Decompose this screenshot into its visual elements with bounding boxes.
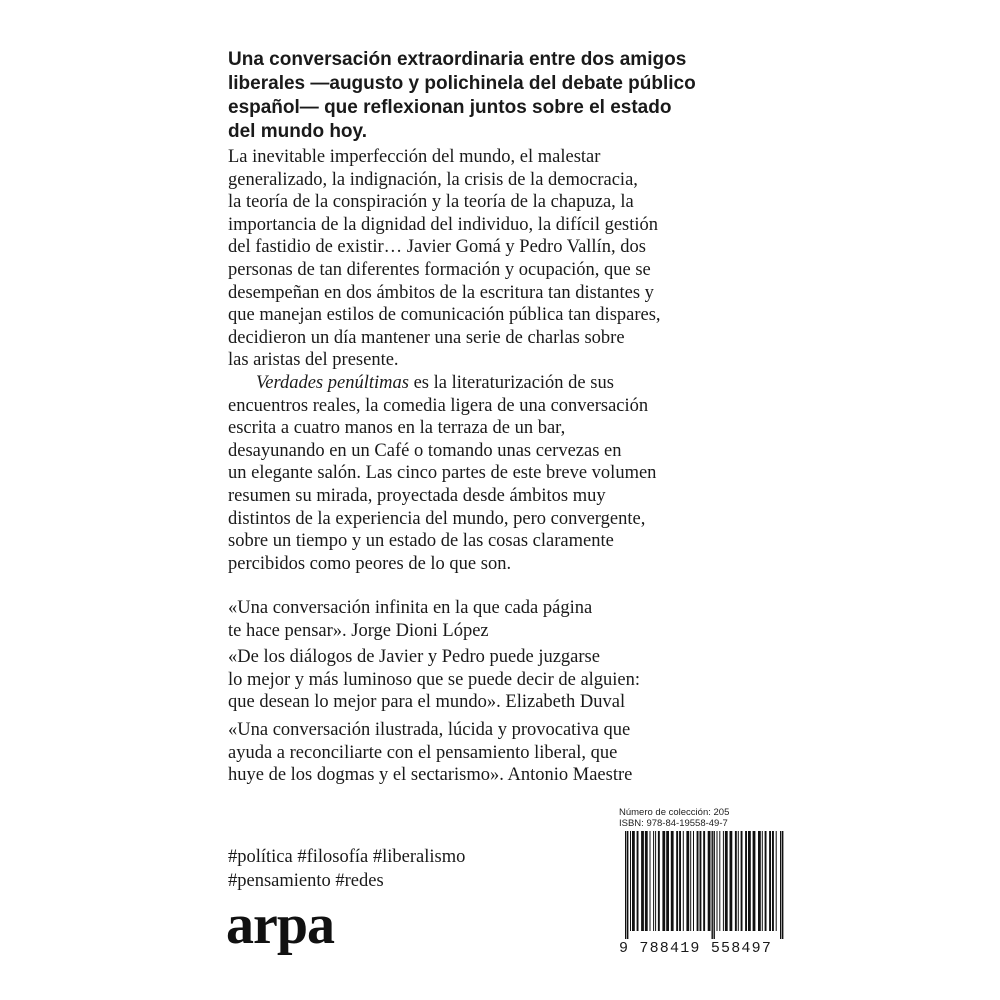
synopsis-line: la teoría de la conspiración y la teoría de la chapuza, la: [228, 192, 634, 213]
barcode-digits: 9 788419 558497: [619, 940, 773, 957]
intro-blurb: [228, 48, 748, 144]
barcode-bar: [780, 831, 781, 939]
barcode-bar: [741, 831, 743, 931]
barcode-bar: [735, 831, 737, 931]
barcode-bar: [776, 831, 777, 931]
barcode-bar: [712, 831, 713, 939]
barcode-bar: [666, 831, 669, 931]
barcode-bar: [662, 831, 665, 931]
barcode-bar: [723, 831, 724, 931]
barcode-bar: [697, 831, 699, 931]
isbn-text: ISBN: 978-84-19558-49-7: [619, 818, 728, 829]
synopsis-line: importancia de la dignidad del individuo, la difícil gestión: [228, 214, 659, 235]
intro-line: Una conversación extraordinaria entre dos amigos: [228, 49, 687, 70]
hashtag-line: #pensamiento #redes: [228, 871, 384, 891]
barcode-bar: [725, 831, 728, 931]
barcode-bar: [762, 831, 763, 931]
barcode-bar: [714, 831, 715, 939]
synopsis-line: distintos de la experiencia del mundo, pero convergente,: [228, 508, 646, 529]
synopsis-line: sobre un tiempo y un estado de las cosas claramente: [228, 531, 614, 552]
collection-number: Número de colección: 205: [619, 807, 730, 818]
barcode-bar: [765, 831, 767, 931]
review-quote: [228, 719, 788, 787]
quote-line: «Una conversación ilustrada, lúcida y provocativa que: [228, 720, 631, 740]
barcode-bar: [625, 831, 626, 939]
barcode-bar: [758, 831, 761, 931]
barcode-bar: [671, 831, 674, 931]
hashtag-line: #política #filosofía #liberalismo: [228, 847, 466, 867]
barcode-icon: [619, 831, 789, 939]
barcode-bar: [730, 831, 733, 931]
quote-line: «De los diálogos de Javier y Pedro puede juzgarse: [228, 647, 600, 667]
synopsis-line: La inevitable imperfección del mundo, el malestar: [228, 147, 601, 167]
barcode-bar: [650, 831, 651, 931]
barcode-bar: [637, 831, 639, 931]
synopsis-line: que manejan estilos de comunicación pública tan dispares,: [228, 305, 661, 326]
synopsis-line-rest: es la literaturización de sus: [408, 372, 614, 393]
synopsis-line: escrita a cuatro manos en la terraza de un bar,: [228, 418, 566, 439]
barcode-bar: [753, 831, 756, 931]
barcode-bar: [738, 831, 739, 931]
barcode-bar: [717, 831, 718, 931]
barcode-bar: [700, 831, 702, 931]
barcode-bar: [655, 831, 656, 931]
synopsis-line: del fastidio de existir… Javier Gomá y Pedro Vallín, dos: [228, 237, 646, 258]
barcode-panel: [619, 807, 789, 957]
synopsis-line: las aristas del presente.: [228, 350, 399, 371]
barcode-bar: [745, 831, 747, 931]
quote-line: huye de los dogmas y el sectarismo». Antonio Maestre: [228, 765, 633, 786]
intro-line: liberales —augusto y polichinela del debate público: [228, 73, 696, 94]
barcode-bar: [632, 831, 635, 931]
barcode-bar: [630, 831, 631, 931]
book-title: Verdades penúltimas: [256, 372, 409, 393]
barcode-bar: [676, 831, 678, 931]
synopsis-line: desayunando en un Café o tomando unas cervezas en: [228, 440, 622, 461]
barcode-bar: [679, 831, 681, 931]
barcode-bar: [782, 831, 783, 939]
barcode-bar: [641, 831, 644, 931]
publisher-logo: arpa: [226, 894, 334, 956]
barcode-bar: [748, 831, 751, 931]
synopsis-line: personas de tan diferentes formación y ocupación, que se: [228, 259, 651, 280]
quote-line: que desean lo mejor para el mundo». Elizabeth Duval: [228, 692, 626, 713]
intro-line: del mundo hoy.: [228, 121, 367, 142]
barcode-bar: [703, 831, 705, 931]
barcode-bar: [686, 831, 689, 931]
synopsis-line: decidieron un día mantener una serie de charlas sobre: [228, 327, 625, 348]
barcode-bar: [658, 831, 660, 931]
synopsis-line: resumen su mirada, proyectada desde ámbitos muy: [228, 485, 606, 506]
quote-line: ayuda a reconciliarte con el pensamiento liberal, que: [228, 742, 618, 763]
synopsis-line: generalizado, la indignación, la crisis de la democracia,: [228, 169, 638, 190]
barcode-bar: [719, 831, 720, 931]
quote-line: lo mejor y más luminoso que se puede decir de alguien:: [228, 669, 641, 690]
quote-line: te hace pensar». Jorge Dioni López: [228, 620, 489, 641]
review-quote: [228, 646, 788, 714]
synopsis: [228, 146, 788, 575]
synopsis-line: percibidos como peores de lo que son.: [228, 553, 512, 574]
barcode-bar: [653, 831, 654, 931]
synopsis-line: encuentros reales, la comedia ligera de una conversación: [228, 395, 649, 416]
intro-line: español— que reflexionan juntos sobre el estado: [228, 97, 672, 118]
barcode-bar: [693, 831, 694, 931]
barcode-bar: [769, 831, 771, 931]
review-quote: [228, 597, 788, 642]
quote-line: «Una conversación infinita en la que cada página: [228, 598, 593, 618]
barcode-bar: [772, 831, 774, 931]
barcode-bar: [645, 831, 648, 931]
barcode-bar: [683, 831, 684, 931]
synopsis-line: un elegante salón. Las cinco partes de este breve volumen: [228, 463, 657, 484]
synopsis-line: [228, 372, 788, 395]
barcode-bar: [690, 831, 691, 931]
synopsis-line: desempeñan en dos ámbitos de la escritura tan distantes y: [228, 282, 654, 303]
barcode-bar: [627, 831, 628, 939]
barcode-bar: [708, 831, 711, 931]
